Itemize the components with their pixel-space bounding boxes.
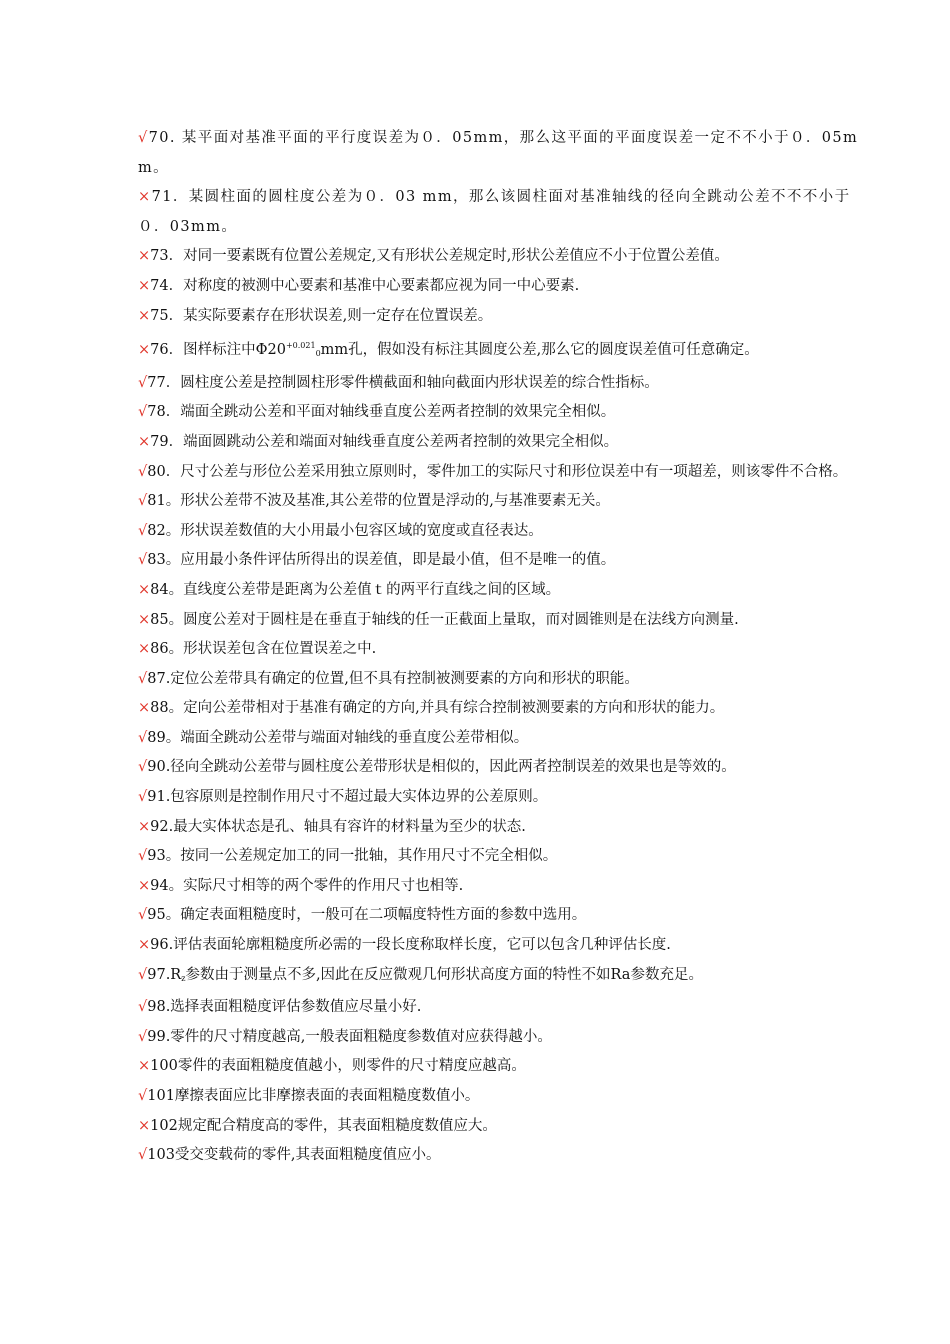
question-text: 88。定向公差带相对于基准有确定的方向,并具有综合控制被测要素的方向和形状的能力。 — [150, 700, 725, 717]
question-text: 96.评估表面轮廓粗糙度所必需的一段长度称取样长度，它可以包含几种评估长度. — [150, 937, 671, 954]
question-item — [138, 783, 868, 813]
question-item — [138, 369, 868, 399]
question-item — [138, 635, 868, 665]
question-text: 97.R — [147, 966, 182, 983]
question-item — [138, 753, 868, 783]
question-text: 101摩擦表面应比非摩擦表面的表面粗糙度数值小。 — [147, 1088, 480, 1104]
question-text: 79．端面圆跳动公差和端面对轴线垂直度公差两者控制的效果完全相似。 — [150, 433, 619, 450]
check-mark-icon: √ — [138, 493, 148, 510]
question-item — [138, 813, 868, 843]
question-text: 82。形状误差数值的大小用最小包容区域的宽度或直径表达。 — [147, 522, 543, 539]
question-text: 70. 某平面对基准平面的平行度误差为０．05mm，那么这平面的平面度误差一定不不小于０．05mm。 — [138, 130, 859, 176]
question-text: 75．某实际要素存在形状误差,则一定存在位置误差。 — [150, 307, 493, 324]
question-text: 99.零件的尺寸精度越高,一般表面粗糙度参数值对应获得越小。 — [147, 1028, 552, 1045]
check-mark-icon: √ — [138, 463, 148, 480]
cross-mark-icon: × — [138, 342, 151, 359]
question-item — [138, 428, 868, 458]
question-item — [138, 724, 868, 754]
subscript-z: z — [181, 973, 186, 983]
question-item — [138, 1052, 868, 1082]
question-text: 86。形状误差包含在位置误差之中. — [150, 641, 377, 658]
cross-mark-icon: × — [138, 307, 151, 324]
question-text: 78．端面全跳动公差和平面对轴线垂直度公差两者控制的效果完全相似。 — [147, 404, 616, 421]
question-text: 95。确定表面粗糙度时，一般可在二项幅度特性方面的参数中选用。 — [147, 907, 587, 924]
question-text: 74．对称度的被测中心要素和基准中心要素都应视为同一中心要素. — [150, 277, 580, 294]
question-text: 参数由于测量点不多,因此在反应微观几何形状高度方面的特性不如Ra参数充足。 — [185, 966, 703, 983]
question-text: 84。直线度公差带是距离为公差值ｔ的两平行直线之间的区域。 — [150, 581, 561, 598]
check-mark-icon: √ — [138, 130, 149, 146]
question-text: 71．某圆柱面的圆柱度公差为０．03 mm，那么该圆柱面对基准轴线的径向全跳动公差不不不小于０．03mm。 — [138, 189, 851, 235]
tolerance-upper: +0.021 — [285, 341, 316, 351]
cross-mark-icon: × — [138, 433, 151, 450]
question-text: 83。应用最小条件评估所得出的误差值，即是最小值，但不是唯一的值。 — [147, 552, 616, 569]
question-text: 102规定配合精度高的零件，其表面粗糙度数值应大。 — [150, 1117, 497, 1134]
question-item — [138, 1141, 868, 1171]
question-text: 81。形状公差带不波及基准,其公差带的位置是浮动的,与基准要素无关。 — [147, 493, 610, 510]
question-item — [138, 665, 868, 695]
cross-mark-icon: × — [138, 248, 151, 265]
check-mark-icon: √ — [138, 522, 148, 539]
check-mark-icon: √ — [138, 552, 148, 569]
check-mark-icon: √ — [138, 404, 148, 421]
tolerance-lower: 0 — [315, 349, 321, 359]
question-item — [138, 272, 868, 302]
question-item — [138, 546, 868, 576]
check-mark-icon: √ — [138, 1088, 148, 1104]
cross-mark-icon: × — [138, 877, 151, 894]
question-item — [138, 872, 868, 902]
check-mark-icon: √ — [138, 729, 148, 746]
check-mark-icon: √ — [138, 789, 148, 806]
question-item — [138, 183, 868, 242]
question-text: 76．图样标注中Φ20 — [150, 342, 286, 359]
question-item — [138, 961, 868, 994]
cross-mark-icon: × — [138, 189, 152, 206]
check-mark-icon: √ — [138, 1028, 148, 1045]
question-item — [138, 302, 868, 332]
question-item — [138, 458, 868, 488]
question-text: 92.最大实体状态是孔、轴具有容许的材料量为至少的状态. — [150, 818, 526, 835]
cross-mark-icon: × — [138, 611, 151, 628]
cross-mark-icon: × — [138, 937, 151, 954]
question-item — [138, 931, 868, 961]
question-item — [138, 993, 868, 1023]
question-text: 77．圆柱度公差是控制圆柱形零件横截面和轴向截面内形状误差的综合性指标。 — [147, 374, 659, 391]
question-item — [138, 124, 868, 183]
question-item — [138, 1082, 868, 1112]
check-mark-icon: √ — [138, 999, 148, 1016]
question-item — [138, 606, 868, 636]
cross-mark-icon: × — [138, 1058, 151, 1075]
question-item — [138, 901, 868, 931]
question-text: 103受交变载荷的零件,其表面粗糙度值应小。 — [147, 1147, 441, 1164]
question-item — [138, 1112, 868, 1142]
question-text: 73．对同一要素既有位置公差规定,又有形状公差规定时,形状公差值应不小于位置公差值。 — [150, 248, 729, 265]
question-text: 93。按同一公差规定加工的同一批轴，其作用尺寸不完全相似。 — [147, 848, 558, 865]
question-text: 87.定位公差带具有确定的位置,但不具有控制被测要素的方向和形状的职能。 — [147, 670, 639, 687]
check-mark-icon: √ — [138, 670, 148, 687]
question-text: 89。端面全跳动公差带与端面对轴线的垂直度公差带相似。 — [147, 729, 529, 746]
check-mark-icon: √ — [138, 759, 148, 776]
cross-mark-icon: × — [138, 277, 151, 294]
question-text: 80．尺寸公差与形位公差采用独立原则时，零件加工的实际尺寸和形位误差中有一项超差，则该零件不合格。 — [147, 463, 848, 480]
cross-mark-icon: × — [138, 581, 151, 598]
question-item — [138, 487, 868, 517]
question-item — [138, 1023, 868, 1053]
question-item — [138, 331, 868, 369]
check-mark-icon: √ — [138, 907, 148, 924]
question-list — [138, 124, 868, 1171]
question-text: 94。实际尺寸相等的两个零件的作用尺寸也相等. — [150, 877, 464, 894]
question-text: mm孔，假如没有标注其圆度公差,那么它的圆度误差值可任意确定。 — [320, 342, 759, 359]
question-item — [138, 842, 868, 872]
question-item — [138, 517, 868, 547]
check-mark-icon: √ — [138, 1147, 148, 1164]
cross-mark-icon: × — [138, 641, 151, 658]
question-item — [138, 694, 868, 724]
question-item — [138, 576, 868, 606]
question-item — [138, 398, 868, 428]
question-text: 91.包容原则是控制作用尺寸不超过最大实体边界的公差原则。 — [147, 789, 548, 806]
cross-mark-icon: × — [138, 818, 151, 835]
question-text: 85。圆度公差对于圆柱是在垂直于轴线的任一正截面上量取，而对圆锥则是在法线方向测量. — [150, 611, 739, 628]
question-text: 100零件的表面粗糙度值越小，则零件的尺寸精度应越高。 — [150, 1058, 526, 1075]
check-mark-icon: √ — [138, 848, 148, 865]
question-text: 98.选择表面粗糙度评估参数值应尽量小好. — [147, 999, 422, 1016]
check-mark-icon: √ — [138, 374, 148, 391]
cross-mark-icon: × — [138, 700, 151, 717]
check-mark-icon: √ — [138, 966, 148, 983]
cross-mark-icon: × — [138, 1117, 151, 1134]
question-item — [138, 242, 868, 272]
question-text: 90.径向全跳动公差带与圆柱度公差带形状是相似的，因此两者控制误差的效果也是等效的。 — [147, 759, 736, 776]
